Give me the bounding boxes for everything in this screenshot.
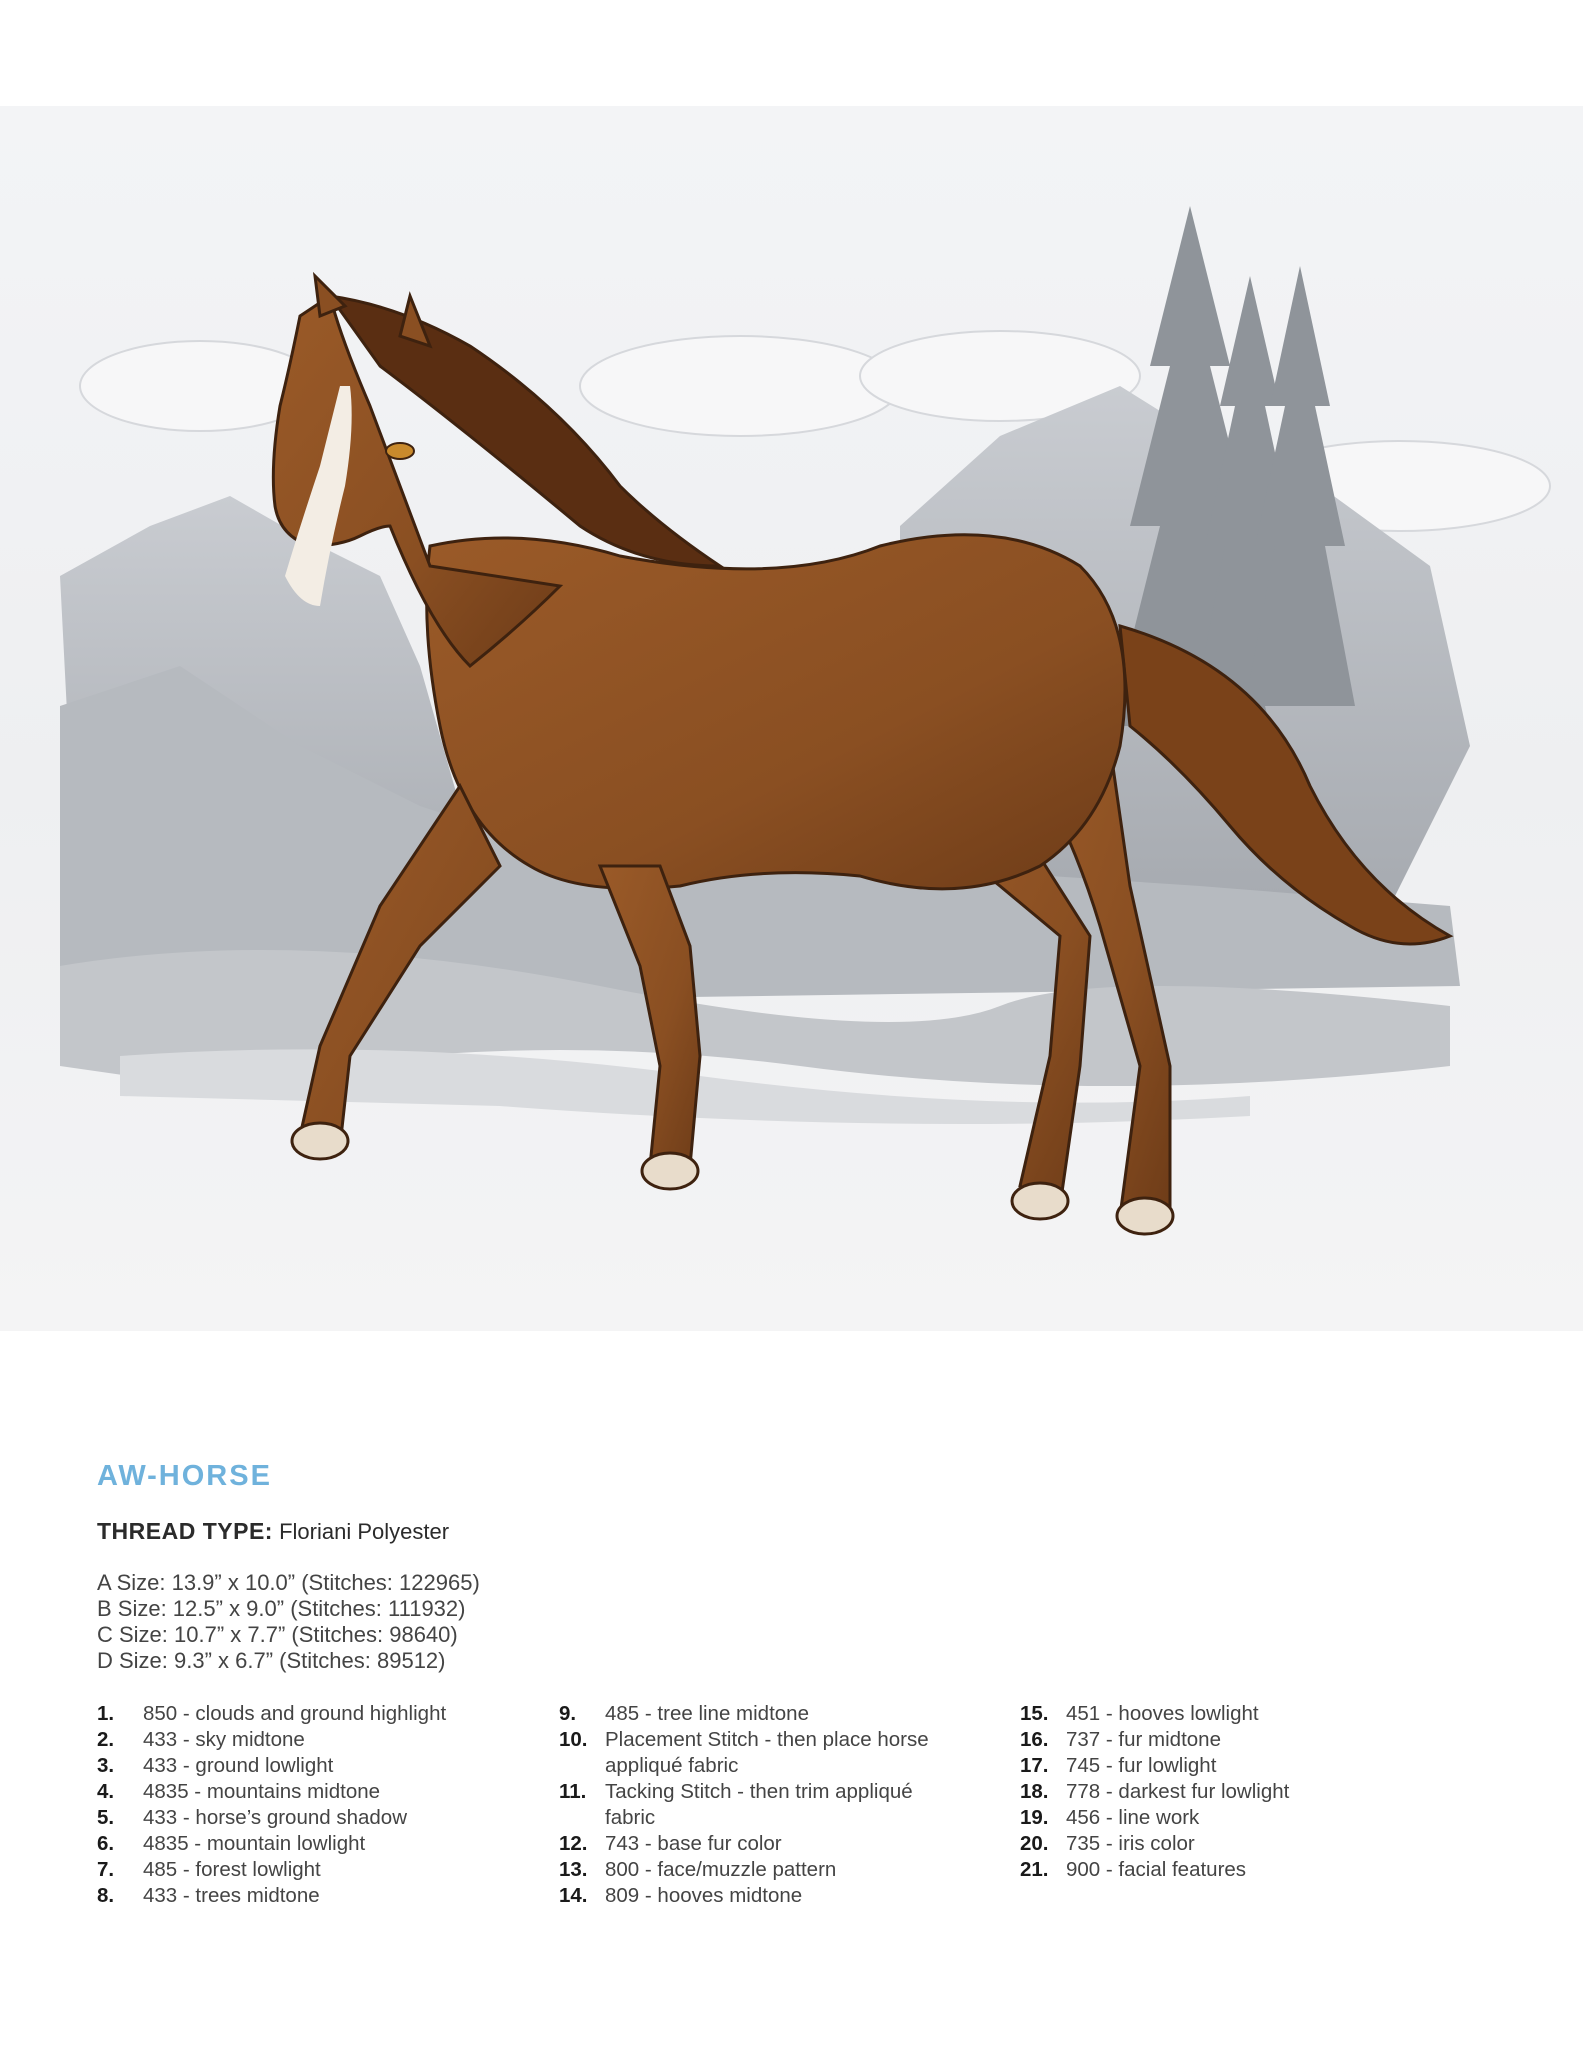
color-step-number: 5. <box>97 1806 115 1829</box>
thread-type <box>97 1518 449 1545</box>
size-list <box>97 1570 480 1674</box>
color-step-item <box>97 1857 537 1883</box>
thread-type-label: THREAD TYPE: <box>97 1518 273 1544</box>
color-step-text: 778 - darkest fur lowlight <box>1066 1780 1290 1803</box>
color-step-number: 1. <box>97 1702 115 1725</box>
color-step-item <box>1020 1805 1460 1831</box>
color-step-text: Tacking Stitch - then trim appliqué fabric <box>605 1780 913 1829</box>
color-step-item <box>97 1701 537 1727</box>
color-step-number: 19. <box>1020 1806 1049 1829</box>
color-step-number: 16. <box>1020 1728 1049 1751</box>
size-c: C Size: 10.7” x 7.7” (Stitches: 98640) <box>97 1622 458 1647</box>
color-step-text: Placement Stitch - then place horse appliqué fabric <box>605 1728 929 1777</box>
color-step-item <box>1020 1753 1460 1779</box>
color-step-text: 900 - facial features <box>1066 1858 1247 1881</box>
color-step-number: 13. <box>559 1858 588 1881</box>
color-step-item <box>97 1753 537 1779</box>
horse-embroidery-illustration <box>0 106 1583 1331</box>
color-step-text: 433 - horse’s ground shadow <box>143 1806 408 1829</box>
color-step-item <box>559 1779 999 1831</box>
thread-type-value: Floriani Polyester <box>279 1519 450 1544</box>
size-b: B Size: 12.5” x 9.0” (Stitches: 111932) <box>97 1596 466 1621</box>
color-step-item <box>97 1883 537 1909</box>
color-step-text: 456 - line work <box>1066 1806 1200 1829</box>
color-step-number: 2. <box>97 1728 115 1751</box>
color-step-item <box>559 1857 999 1883</box>
color-step-text: 485 - forest lowlight <box>143 1858 321 1881</box>
color-step-item <box>1020 1779 1460 1805</box>
color-step-number: 11. <box>559 1780 587 1803</box>
color-step-item <box>559 1831 999 1857</box>
color-step-text: 743 - base fur color <box>605 1832 782 1855</box>
color-step-number: 9. <box>559 1702 577 1725</box>
size-a: A Size: 13.9” x 10.0” (Stitches: 122965) <box>97 1570 480 1595</box>
color-step-text: 735 - iris color <box>1066 1832 1195 1855</box>
color-step-number: 15. <box>1020 1702 1049 1725</box>
color-steps-column-1 <box>97 1701 537 1909</box>
color-steps-column-2 <box>559 1701 999 1909</box>
color-step-item <box>1020 1701 1460 1727</box>
color-step-number: 8. <box>97 1884 115 1907</box>
embroidery-photo <box>0 106 1583 1331</box>
color-step-text: 4835 - mountains midtone <box>143 1780 381 1803</box>
color-step-number: 10. <box>559 1728 588 1751</box>
color-step-text: 745 - fur lowlight <box>1066 1754 1217 1777</box>
color-step-text: 433 - ground lowlight <box>143 1754 334 1777</box>
color-step-item <box>97 1727 537 1753</box>
color-step-text: 485 - tree line midtone <box>605 1702 809 1725</box>
color-step-item <box>559 1701 999 1727</box>
color-step-item <box>97 1805 537 1831</box>
color-step-number: 3. <box>97 1754 115 1777</box>
color-step-text: 850 - clouds and ground highlight <box>143 1702 447 1725</box>
color-step-item <box>97 1779 537 1805</box>
color-step-number: 17. <box>1020 1754 1049 1777</box>
color-step-item <box>559 1883 999 1909</box>
color-step-text: 433 - trees midtone <box>143 1884 320 1907</box>
color-step-number: 18. <box>1020 1780 1049 1803</box>
color-step-text: 800 - face/muzzle pattern <box>605 1858 837 1881</box>
color-step-text: 737 - fur midtone <box>1066 1728 1221 1751</box>
color-step-text: 451 - hooves lowlight <box>1066 1702 1259 1725</box>
color-step-number: 20. <box>1020 1832 1049 1855</box>
color-step-item <box>559 1727 999 1779</box>
size-d: D Size: 9.3” x 6.7” (Stitches: 89512) <box>97 1648 446 1673</box>
design-title: AW-HORSE <box>97 1460 272 1492</box>
color-step-number: 12. <box>559 1832 588 1855</box>
color-step-number: 6. <box>97 1832 115 1855</box>
color-step-item <box>97 1831 537 1857</box>
color-step-text: 809 - hooves midtone <box>605 1884 803 1907</box>
color-step-item <box>1020 1857 1460 1883</box>
color-step-number: 14. <box>559 1884 588 1907</box>
color-step-item <box>1020 1831 1460 1857</box>
color-step-number: 7. <box>97 1858 115 1881</box>
color-steps-column-3 <box>1020 1701 1460 1883</box>
color-step-item <box>1020 1727 1460 1753</box>
color-step-number: 4. <box>97 1780 115 1803</box>
horse-eye <box>386 443 414 459</box>
color-step-text: 433 - sky midtone <box>143 1728 305 1751</box>
color-step-text: 4835 - mountain lowlight <box>143 1832 366 1855</box>
color-step-number: 21. <box>1020 1858 1049 1881</box>
